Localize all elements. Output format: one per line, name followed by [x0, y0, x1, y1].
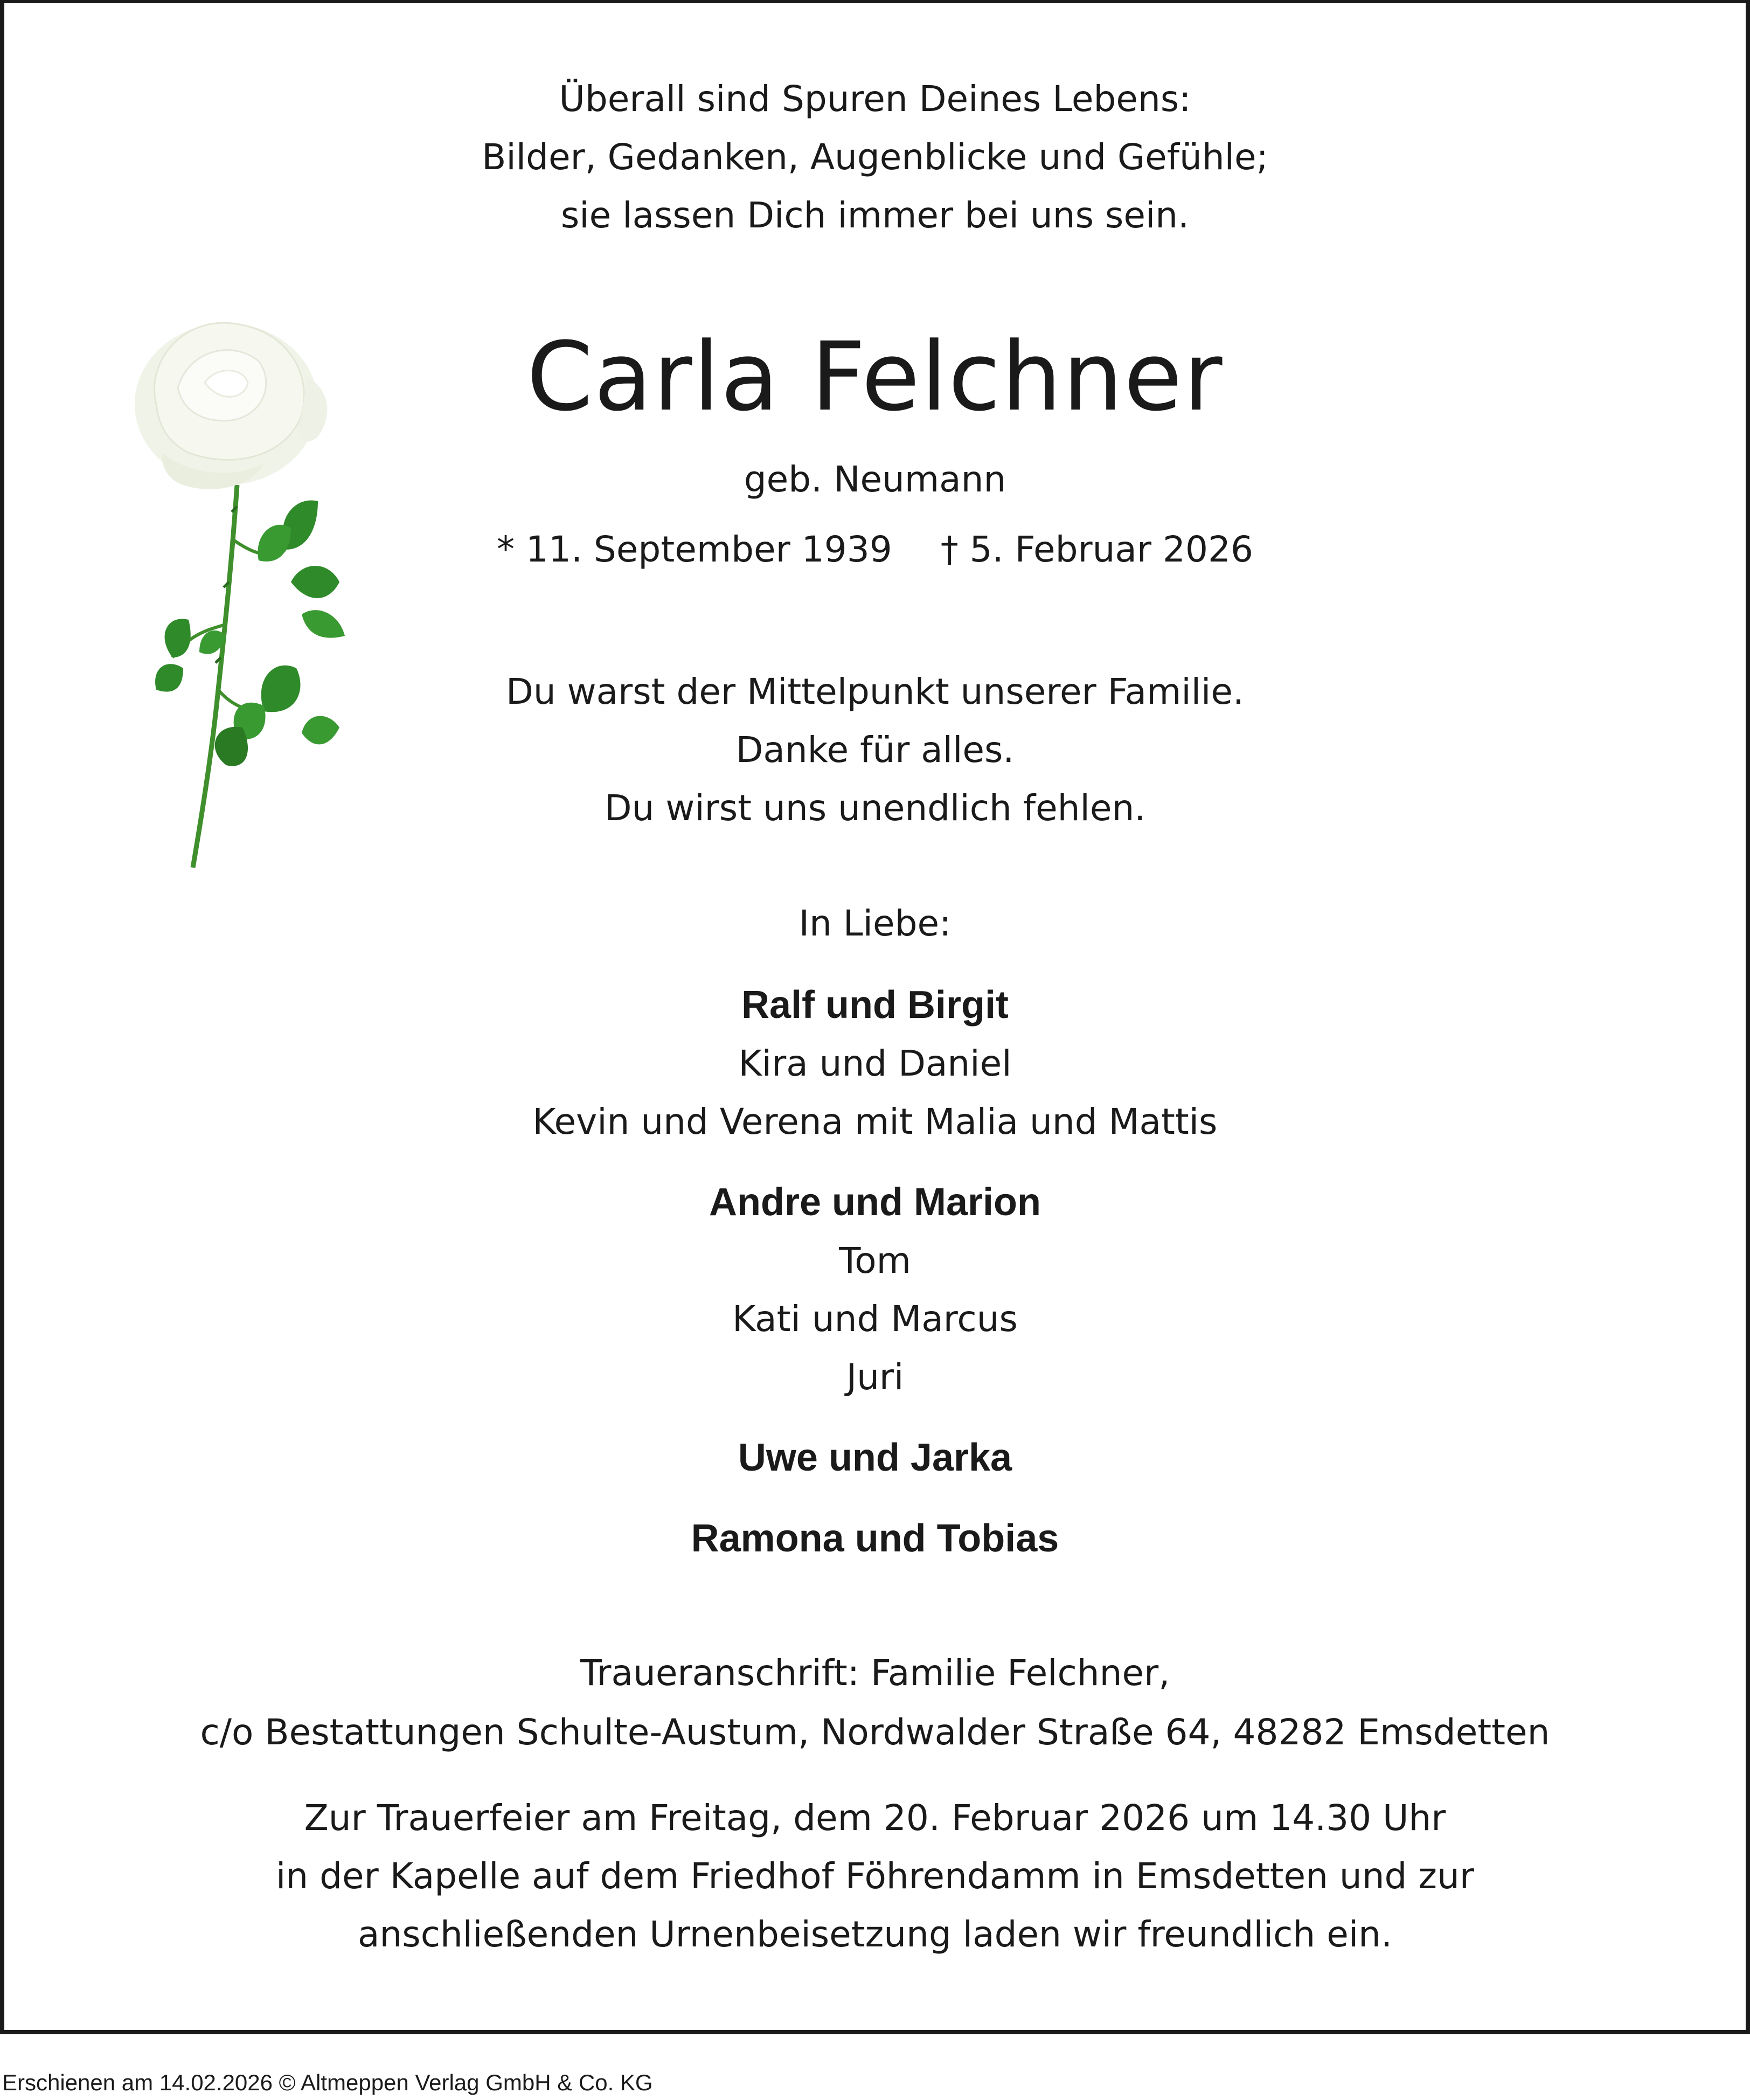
family-lead: Andre und Marion — [709, 1181, 1041, 1224]
family-member: Tom — [839, 1240, 911, 1281]
tribute-line: Du wirst uns unendlich fehlen. — [604, 787, 1146, 829]
intro-poem — [0, 70, 1750, 245]
tribute-line: Du warst der Mittelpunkt unserer Familie. — [506, 671, 1244, 712]
ceremony-line: in der Kapelle auf dem Friedhof Föhrendamm in Emsdetten und zur — [275, 1855, 1475, 1897]
family-member: Kevin und Verena mit Malia und Mattis — [532, 1101, 1218, 1142]
family-lead: Uwe und Jarka — [738, 1436, 1012, 1479]
death-date: † 5. Februar 2026 — [940, 529, 1253, 570]
deceased-name: Carla Felchner — [526, 322, 1224, 432]
family-lead: Ralf und Birgit — [741, 983, 1009, 1027]
birth-date: * 11. September 1939 — [497, 529, 892, 570]
intro-line: Überall sind Spuren Deines Lebens: — [559, 78, 1191, 120]
in-liebe-label: In Liebe: — [798, 903, 952, 944]
family-group — [0, 1509, 1750, 1568]
family-group — [0, 1428, 1750, 1487]
life-dates — [0, 523, 1750, 577]
address-line: Traueranschrift: Familie Felchner, — [580, 1652, 1170, 1694]
family-member: Kira und Daniel — [738, 1043, 1012, 1084]
tribute-line: Danke für alles. — [735, 729, 1015, 771]
maiden-name: geb. Neumann — [744, 459, 1006, 500]
publication-footer: Erschienen am 14.02.2026 © Altmeppen Verlag GmbH & Co. KG — [2, 2070, 653, 2095]
tribute-text — [0, 663, 1750, 837]
ceremony-line: Zur Trauerfeier am Freitag, dem 20. Februar 2026 um 14.30 Uhr — [304, 1797, 1446, 1839]
family-group — [0, 975, 1750, 1151]
family-lead: Ramona und Tobias — [691, 1517, 1059, 1560]
mourning-address — [0, 1644, 1750, 1762]
intro-line: Bilder, Gedanken, Augenblicke und Gefühle; — [482, 136, 1268, 178]
ceremony-invitation — [0, 1789, 1750, 1964]
address-line: c/o Bestattungen Schulte-Austum, Nordwalder Straße 64, 48282 Emsdetten — [200, 1711, 1550, 1753]
family-member: Kati und Marcus — [732, 1298, 1018, 1340]
family-member: Juri — [846, 1356, 904, 1398]
family-list — [0, 975, 1750, 1568]
intro-line: sie lassen Dich immer bei uns sein. — [560, 195, 1190, 236]
family-group — [0, 1173, 1750, 1406]
ceremony-line: anschließenden Urnenbeisetzung laden wir freundlich ein. — [358, 1914, 1392, 1955]
